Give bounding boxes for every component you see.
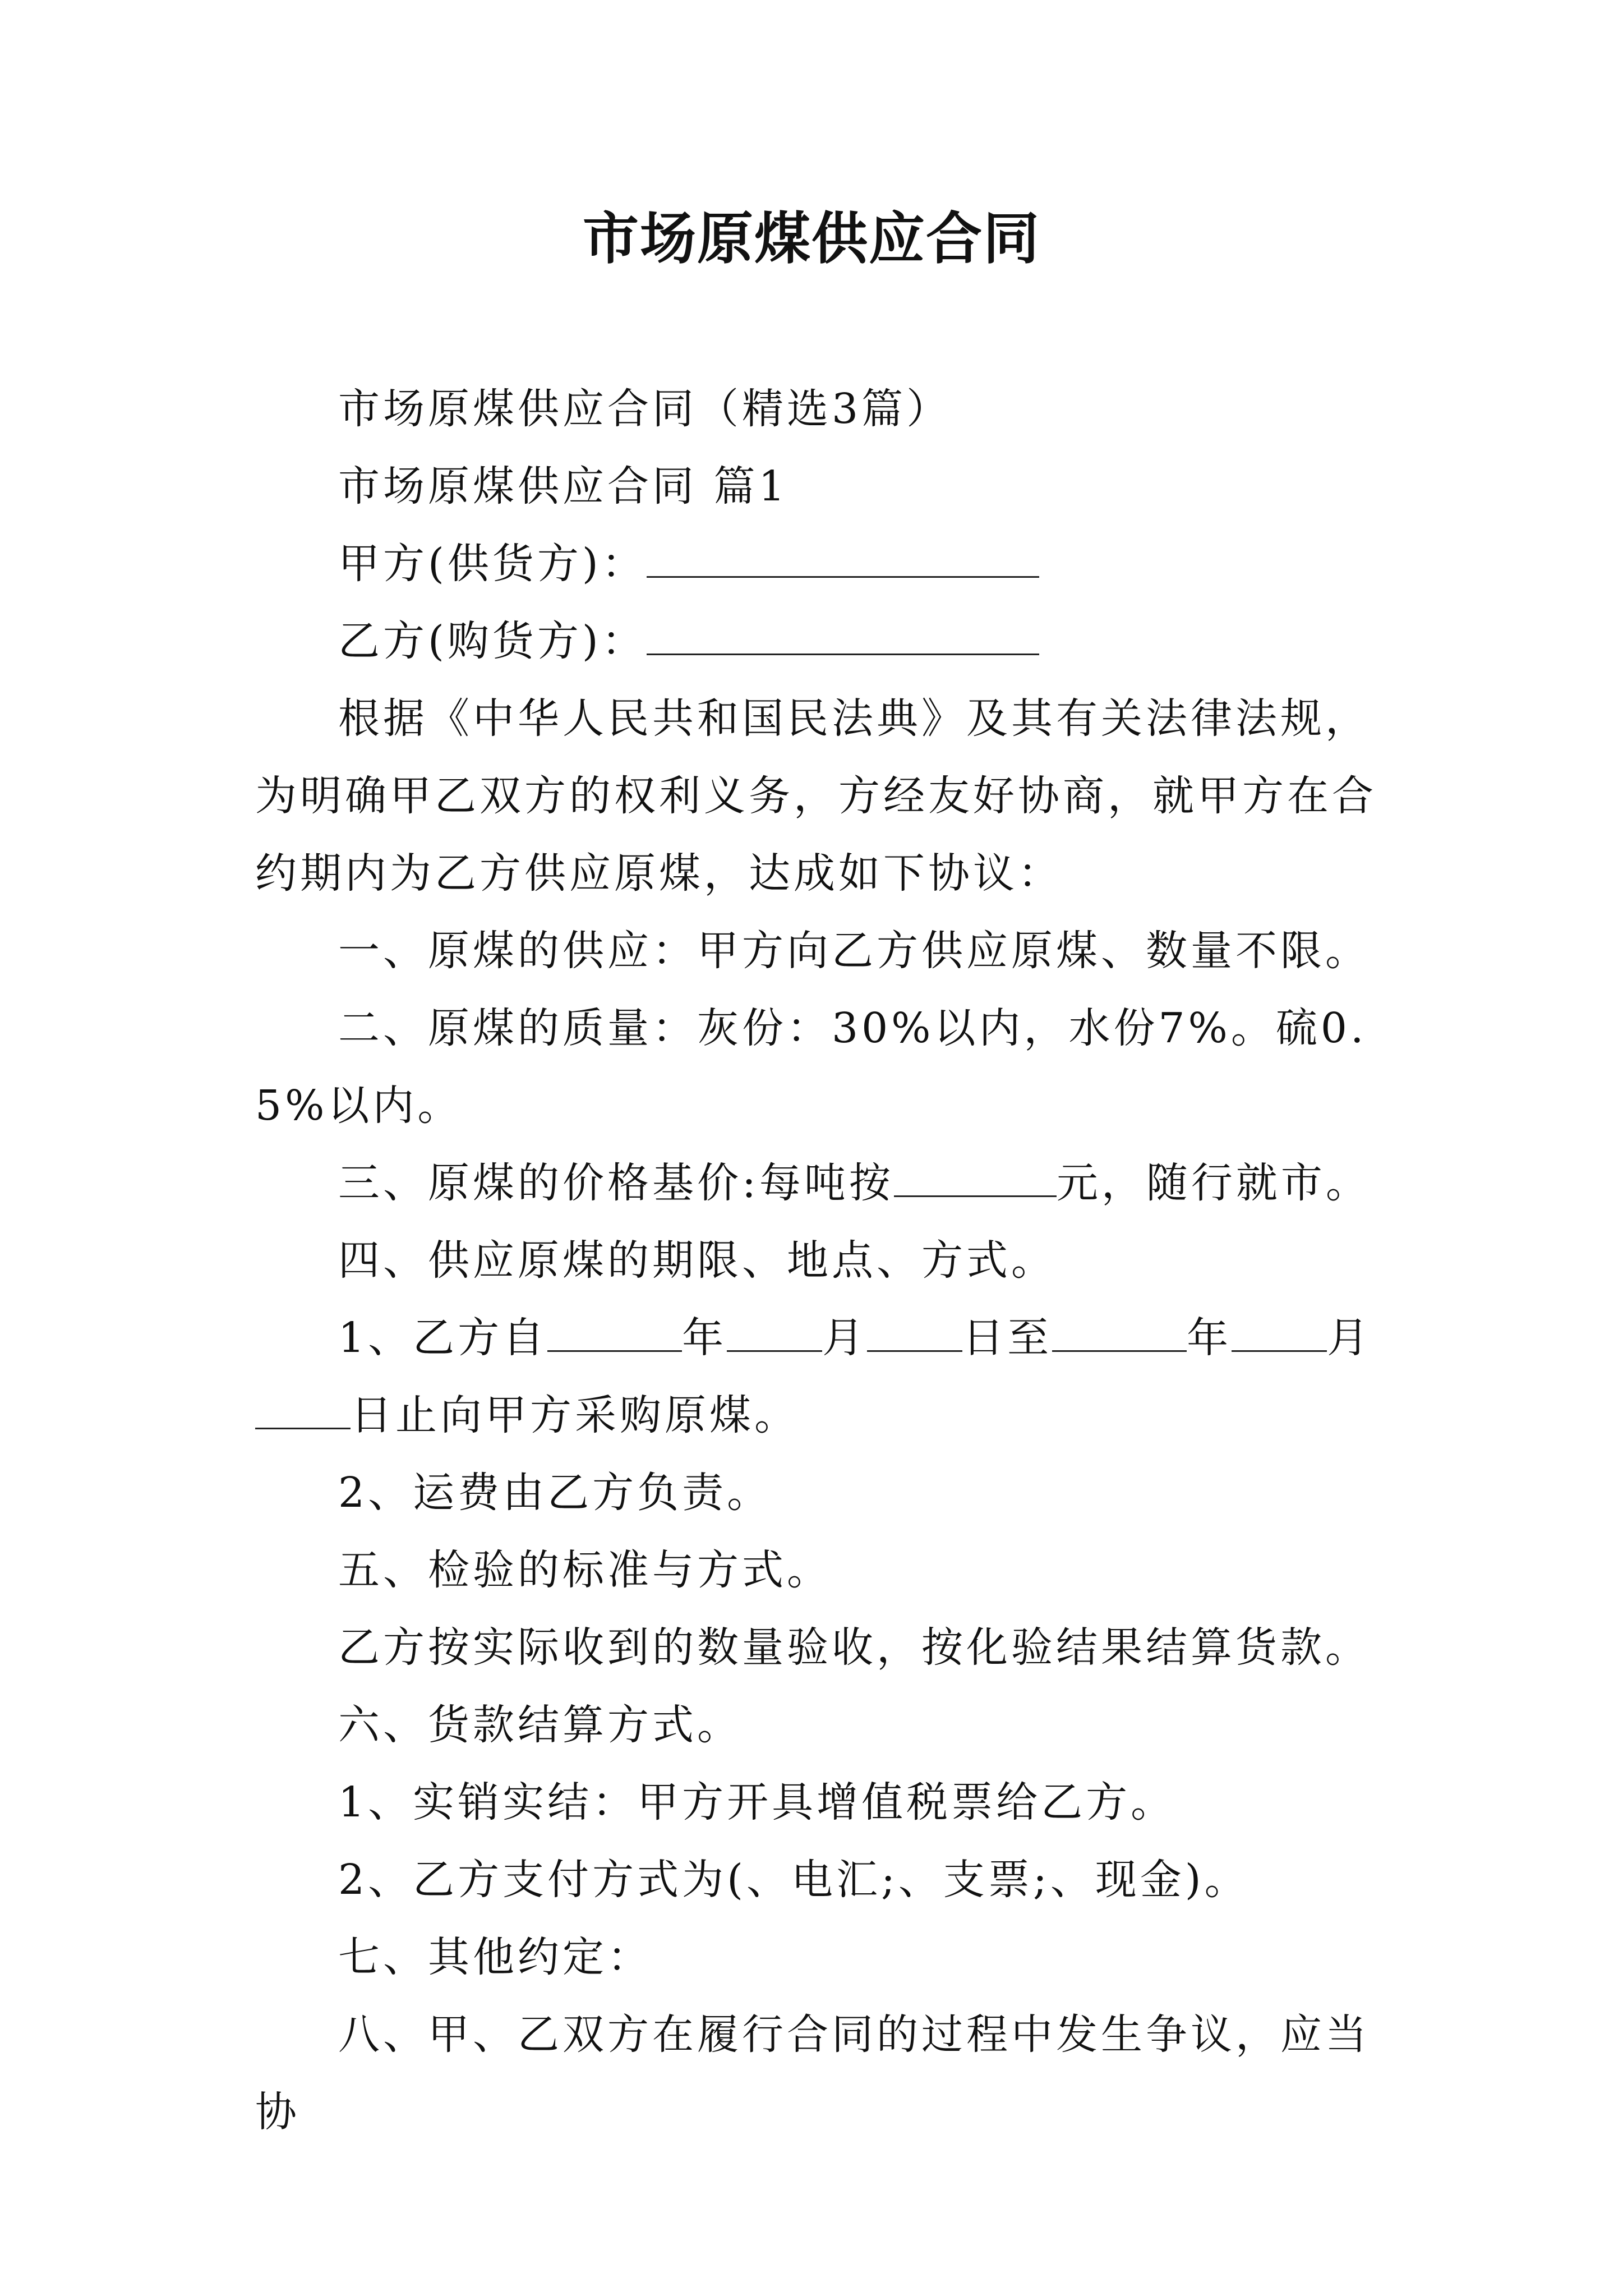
preamble: 根据《中华人民共和国民法典》及其有关法律法规，为明确甲乙双方的权利义务，方经友好协商，就甲方在合约期内为乙方供应原煤，达成如下协议： bbox=[255, 694, 1377, 898]
party-a-line bbox=[255, 525, 1382, 602]
month-label-2: 月 bbox=[1327, 1314, 1372, 1362]
clause-4-1 bbox=[255, 1299, 1382, 1454]
clause-6-2: 2、乙方支付方式为(、电汇;、支票;、现金)。 bbox=[338, 1856, 1249, 1904]
party-b-label: 乙方(购货方)： bbox=[338, 617, 647, 665]
clause-6-1: 1、实销实结：甲方开具增值税票给乙方。 bbox=[338, 1778, 1176, 1826]
document-body bbox=[255, 370, 1382, 2151]
party-a-label: 甲方(供货方)： bbox=[338, 540, 647, 588]
clause-6: 六、货款结算方式。 bbox=[338, 1701, 742, 1749]
clause-5: 五、检验的标准与方式。 bbox=[338, 1546, 832, 1594]
end-day-blank bbox=[255, 1383, 351, 1429]
document-title: 市场原煤供应合同 bbox=[583, 205, 1040, 272]
start-year-blank bbox=[547, 1305, 682, 1352]
year-label-2: 年 bbox=[1187, 1314, 1232, 1362]
year-label: 年 bbox=[682, 1314, 727, 1362]
clause-4-2: 2、运费由乙方负责。 bbox=[338, 1469, 772, 1517]
price-blank bbox=[894, 1151, 1057, 1197]
end-month-blank bbox=[1232, 1305, 1327, 1352]
clause-3 bbox=[255, 1144, 1382, 1222]
clause-4: 四、供应原煤的期限、地点、方式。 bbox=[338, 1236, 1056, 1285]
clause-4-1-suffix: 日止向甲方采购原煤。 bbox=[351, 1391, 799, 1439]
clause-5-text: 乙方按实际收到的数量验收，按化验结果结算货款。 bbox=[338, 1623, 1370, 1672]
clause-1: 一、原煤的供应：甲方向乙方供应原煤、数量不限。 bbox=[338, 927, 1370, 975]
month-label: 月 bbox=[822, 1314, 868, 1362]
start-day-blank bbox=[867, 1305, 962, 1352]
clause-3-prefix: 三、原煤的价格基价:每吨按 bbox=[338, 1159, 894, 1207]
day-to-label: 日至 bbox=[962, 1314, 1053, 1362]
party-a-blank bbox=[647, 531, 1039, 578]
clause-7: 七、其他约定： bbox=[338, 1933, 652, 1981]
clause-3-suffix: 元，随行就市。 bbox=[1056, 1159, 1371, 1207]
start-month-blank bbox=[727, 1305, 822, 1352]
party-b-blank bbox=[647, 609, 1039, 655]
clause-8: 八、甲、乙双方在履行合同的过程中发生争议，应当协 bbox=[255, 2010, 1370, 2136]
clause-4-1-prefix: 1、乙方自 bbox=[338, 1314, 548, 1362]
party-b-line bbox=[255, 602, 1382, 680]
end-year-blank bbox=[1052, 1305, 1187, 1352]
section-heading: 市场原煤供应合同 篇1 bbox=[338, 462, 789, 510]
clause-2: 二、原煤的质量：灰份：30%以内，水份7%。硫0.5%以内。 bbox=[255, 1004, 1367, 1130]
subtitle: 市场原煤供应合同（精选3篇） bbox=[338, 385, 952, 433]
